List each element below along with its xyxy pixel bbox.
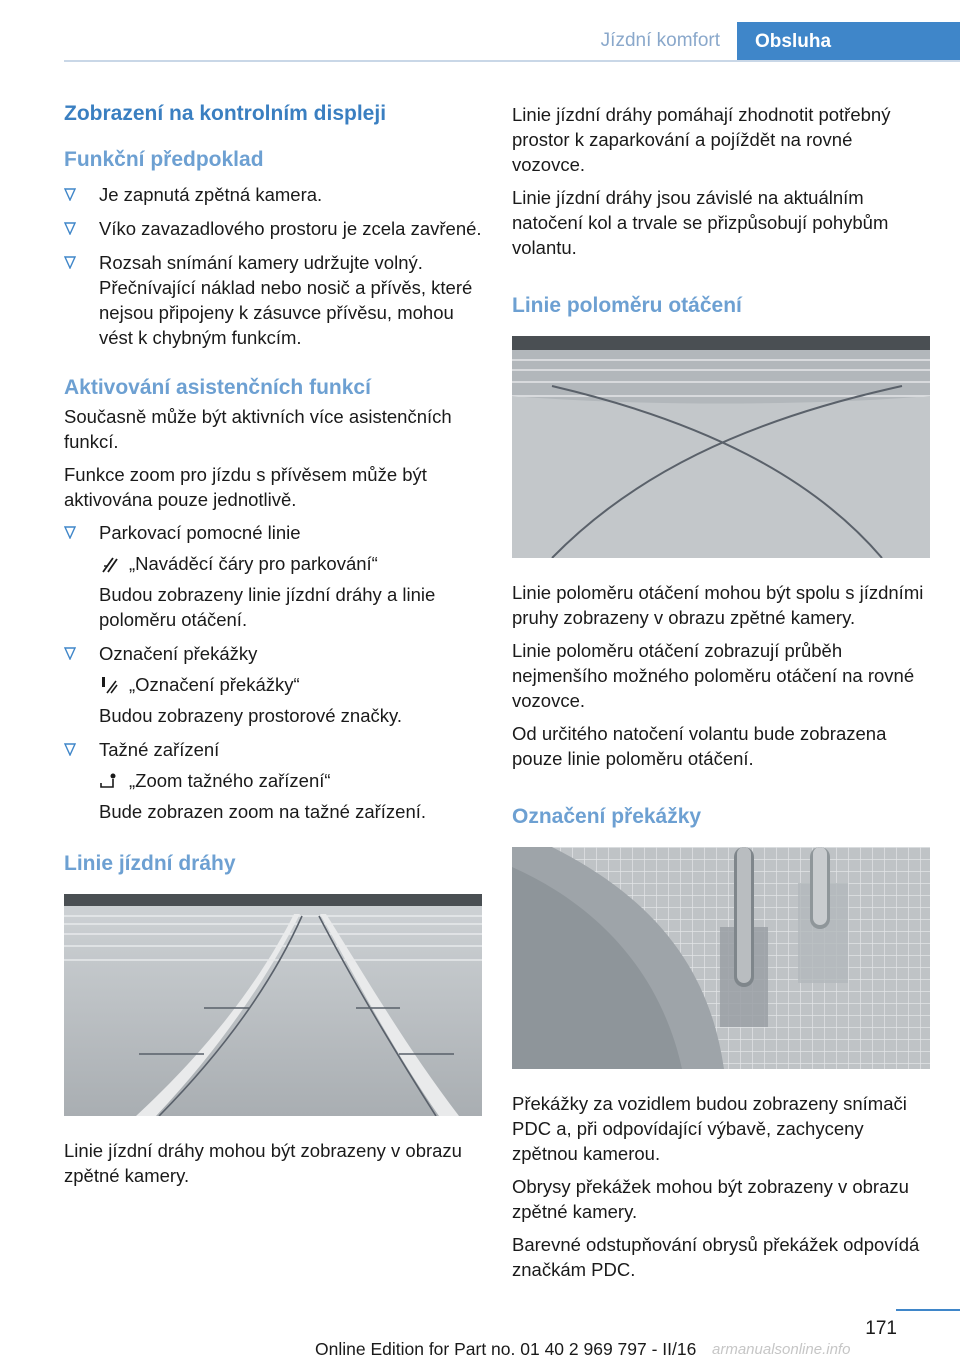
triangle-bullet-icon xyxy=(64,526,76,539)
obstacle-marking-figure xyxy=(512,847,930,1069)
triangle-bullet-icon xyxy=(64,647,76,660)
list-item-text: Je zapnutá zpětná kamera. xyxy=(99,184,323,205)
list-item xyxy=(64,182,482,207)
triangle-bullet-icon xyxy=(64,256,76,269)
list-item xyxy=(64,250,482,350)
list-item-label: Tažné zařízení xyxy=(99,739,220,760)
function-description: Budou zobrazeny prostorové značky. xyxy=(99,705,403,726)
paragraph: Linie poloměru otáčení mohou být spolu s jízdními pruhy zobrazeny v obrazu zpětné kamery. xyxy=(512,582,924,628)
function-description: Bude zobrazen zoom na tažné zařízení. xyxy=(99,801,427,822)
function-option-label: „Naváděcí čáry pro parkování“ xyxy=(129,553,378,574)
header-rule xyxy=(64,60,960,62)
parking-lines-icon xyxy=(99,554,119,574)
turning-radius-figure xyxy=(512,336,930,558)
heading-lane-lines: Linie jízdní dráhy xyxy=(64,852,236,875)
list-item xyxy=(64,520,482,632)
watermark: armanualsonline.info xyxy=(712,1341,851,1358)
function-option xyxy=(99,672,482,697)
paragraph: Linie jízdní dráhy jsou závislé na aktuálním natočení kol a trvale se přizpůsobují pohybům volantu. xyxy=(512,187,889,258)
paragraph: Současně může být aktivních více asistenčních funkcí. xyxy=(64,406,452,452)
paragraph: Obrysy překážek mohou být zobrazeny v obrazu zpětné kamery. xyxy=(512,1176,909,1222)
list-item xyxy=(64,641,482,728)
obstacle-marking-icon xyxy=(99,675,119,695)
page-title: Zobrazení na kontrolním displeji xyxy=(64,102,387,125)
list-item-text: Víko zavazadlového prostoru je zcela zavřené. xyxy=(99,218,482,239)
paragraph: Funkce zoom pro jízdu s přívěsem může být aktivována pouze jednotlivě. xyxy=(64,464,427,510)
footer-rule xyxy=(896,1309,960,1311)
trailer-hitch-icon xyxy=(99,771,119,791)
list-item-label: Označení překážky xyxy=(99,643,258,664)
function-option-label: „Označení překážky“ xyxy=(129,674,300,695)
paragraph: Překážky za vozidlem budou zobrazeny snímači PDC a, při odpovídající výbavě, zachyceny zpětnou kamerou. xyxy=(512,1093,907,1164)
figure-caption: Linie jízdní dráhy mohou být zobrazeny v obrazu zpětné kamery. xyxy=(64,1140,462,1186)
triangle-bullet-icon xyxy=(64,743,76,756)
header-section-title: Jízdní komfort xyxy=(600,30,720,51)
heading-turning-radius: Linie poloměru otáčení xyxy=(512,294,742,317)
header-tab-label: Obsluha xyxy=(755,31,832,52)
header-tab xyxy=(737,22,960,62)
heading-assist-functions: Aktivování asistenčních funkcí xyxy=(64,376,371,399)
paragraph: Barevné odstupňování obrysů překážek odpovídá značkám PDC. xyxy=(512,1234,920,1280)
heading-obstacle-marking: Označení překážky xyxy=(512,805,702,828)
paragraph: Linie poloměru otáčení zobrazují průběh nejmenšího možného poloměru otáčení na rovné vozovce. xyxy=(512,640,915,711)
list-item xyxy=(64,216,482,241)
list-item-label: Parkovací pomocné linie xyxy=(99,522,301,543)
paragraph: Od určitého natočení volantu bude zobrazena pouze linie poloměru otáčení. xyxy=(512,723,887,769)
lane-lines-figure xyxy=(64,894,482,1116)
function-option xyxy=(99,768,482,793)
triangle-bullet-icon xyxy=(64,222,76,235)
left-column xyxy=(64,96,482,1196)
function-option-label: „Zoom tažného zařízení“ xyxy=(129,770,331,791)
function-description: Budou zobrazeny linie jízdní dráhy a linie poloměru otáčení. xyxy=(99,584,436,630)
heading-prerequisites: Funkční předpoklad xyxy=(64,148,264,171)
paragraph: Linie jízdní dráhy pomáhají zhodnotit potřebný prostor k zaparkování a pojíždět na rovné vozovce. xyxy=(512,104,891,175)
right-column xyxy=(512,102,930,1290)
list-item-text: Rozsah snímání kamery udržujte volný. Přečnívající náklad nebo nosič a přívěs, které nejsou připojeny k zásuvce přívěsu, mohou vést k chybným funkcím. xyxy=(99,252,473,348)
page-number: 171 xyxy=(865,1318,897,1339)
edition-note: Online Edition for Part no. 01 40 2 969 797 - II/16 xyxy=(315,1339,697,1359)
function-option xyxy=(99,551,482,576)
triangle-bullet-icon xyxy=(64,188,76,201)
list-item xyxy=(64,737,482,824)
